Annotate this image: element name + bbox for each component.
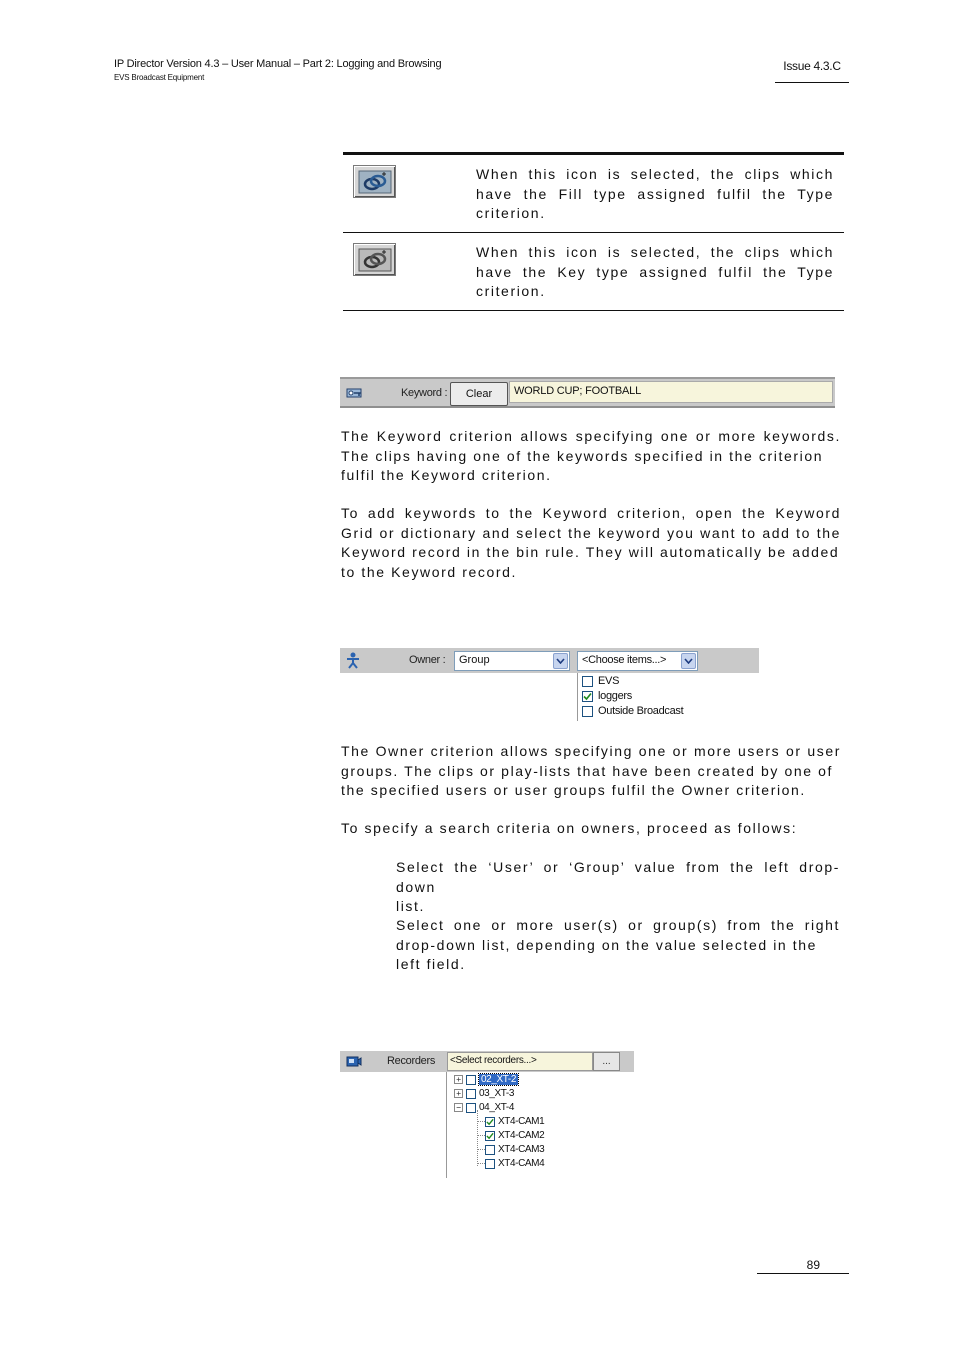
owner-icon	[344, 651, 362, 674]
recorders-input[interactable]: <Select recorders...>	[447, 1052, 593, 1071]
issue-label: Issue 4.3.C	[783, 59, 841, 73]
table-row	[343, 233, 844, 311]
header-rule	[775, 82, 849, 83]
table-row	[343, 155, 844, 233]
chevron-down-icon[interactable]	[681, 653, 696, 669]
keyword-intro-paragraph: The Keyword criterion allows specifying one or more keywords. The clips having one of the keywords specified in the criterion fulfil the Keyword criterion.	[341, 428, 841, 483]
owner-type-select[interactable]: Group	[454, 651, 570, 671]
expand-icon[interactable]: +	[454, 1075, 463, 1084]
keyword-label: Keyword :	[401, 387, 448, 399]
key-type-icon[interactable]	[353, 243, 396, 276]
tree-item[interactable]: XT4-CAM4	[485, 1157, 544, 1170]
owner-intro-paragraph: The Owner criterion allows specifying one or more users or user groups. The clips or play-lists that have been created by one of the specified users or user groups fulfil the Owner criterion.	[341, 743, 841, 798]
list-item[interactable]: EVS	[582, 674, 619, 688]
chevron-down-icon[interactable]	[553, 653, 568, 669]
recorders-icon	[346, 1054, 362, 1072]
recorders-tree	[446, 1072, 576, 1178]
type-icon-table	[343, 152, 844, 311]
expand-icon[interactable]: +	[454, 1089, 463, 1098]
company-name: EVS Broadcast Equipment	[114, 73, 205, 82]
owner-label: Owner :	[409, 654, 446, 666]
fill-type-icon[interactable]	[353, 165, 396, 198]
list-item[interactable]: loggers	[582, 689, 632, 703]
tree-item[interactable]: − 04_XT-4	[454, 1101, 514, 1114]
clear-button[interactable]: Clear	[450, 382, 508, 406]
tree-item[interactable]: + 03_XT-3	[454, 1087, 514, 1100]
checkbox[interactable]	[466, 1089, 476, 1099]
keyword-input[interactable]: WORLD CUP; FOOTBALL	[509, 381, 833, 403]
owner-step-2: Select one or more user(s) or group(s) from the right drop-down list, depending on the value selected in the left field.	[396, 917, 840, 972]
keyword-criterion-bar	[340, 377, 835, 408]
owner-step-1: Select the ‘User’ or ‘Group’ value from the left drop-down list.	[396, 859, 840, 914]
manual-title: IP Director Version 4.3 – User Manual – Part 2: Logging and Browsing	[114, 58, 442, 70]
list-item[interactable]: Outside Broadcast	[582, 704, 683, 718]
page-number: 89	[806, 1258, 820, 1272]
checkbox[interactable]	[485, 1145, 495, 1155]
owner-items-list	[577, 673, 707, 721]
keyword-icon	[346, 386, 364, 405]
checkbox-checked[interactable]	[485, 1131, 495, 1141]
tree-item[interactable]: XT4-CAM2	[485, 1129, 544, 1142]
tree-connector	[477, 1135, 485, 1136]
tree-item[interactable]: + 02_XT-2	[454, 1073, 518, 1086]
tree-connector	[477, 1121, 485, 1122]
recorders-criterion-bar	[340, 1051, 634, 1072]
checkbox[interactable]	[466, 1075, 476, 1085]
checkbox-checked[interactable]	[582, 691, 593, 702]
tree-connector	[477, 1110, 478, 1166]
tree-connector	[477, 1149, 485, 1150]
checkbox-checked[interactable]	[485, 1117, 495, 1127]
collapse-icon[interactable]: −	[454, 1103, 463, 1112]
checkbox[interactable]	[485, 1159, 495, 1169]
keyword-add-paragraph: To add keywords to the Keyword criterion, open the Keyword Grid or dictionary and select the keyword you want to add to the Keyword record in the bin rule. They will automatically be added to the Keyword record.	[341, 505, 841, 580]
tree-item[interactable]: XT4-CAM3	[485, 1143, 544, 1156]
fill-type-description: When this icon is selected, the clips which have the Fill type assigned fulfil the Type criterion.	[476, 166, 834, 221]
checkbox[interactable]	[582, 676, 593, 687]
running-header	[114, 58, 441, 82]
owner-items-select[interactable]: <Choose items...>	[577, 651, 698, 671]
browse-button[interactable]: ...	[593, 1052, 620, 1071]
recorders-label: Recorders	[387, 1055, 436, 1067]
checkbox[interactable]	[582, 706, 593, 717]
tree-item[interactable]: XT4-CAM1	[485, 1115, 544, 1128]
key-type-description: When this icon is selected, the clips which have the Key type assigned fulfil the Type criterion.	[476, 244, 834, 299]
checkbox[interactable]	[466, 1103, 476, 1113]
owner-proceed-paragraph: To specify a search criteria on owners, proceed as follows:	[341, 820, 798, 836]
footer-rule	[757, 1273, 849, 1274]
owner-criterion-bar	[340, 648, 759, 673]
tree-connector	[477, 1163, 485, 1164]
